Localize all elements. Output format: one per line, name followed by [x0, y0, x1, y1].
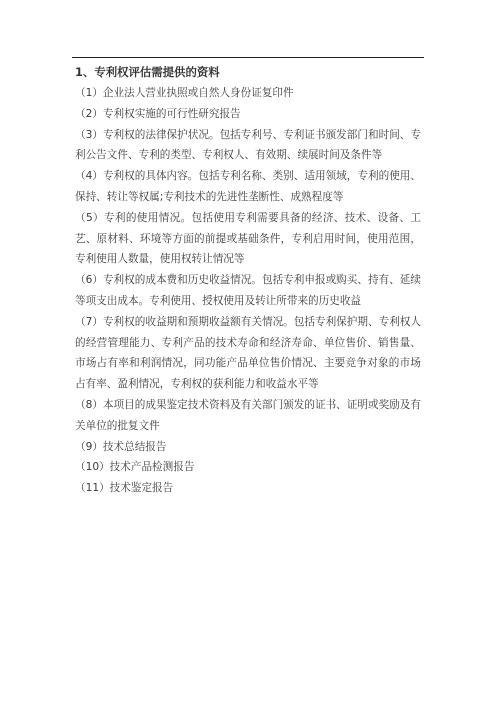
paragraph-11: （11）技术鉴定报告: [75, 482, 174, 495]
paragraph-5: （5）专利的使用情况。包括使用专利需要具备的经济、技术、设备、工艺、原材料、环境等方面的前提或基础条件，专利启用时间，使用范围，专利使用人数量，使用权转让情况等: [75, 211, 421, 266]
paragraph-4: （4）专利权的具体内容。包括专利名称、类别、适用领域，专利的使用、保持、转让等权属;专利技术的先进性垄断性、成熟程度等: [75, 170, 421, 203]
header-divider: [72, 57, 424, 58]
paragraph-1: （1）企业法人营业执照或自然人身份证复印件: [75, 87, 294, 99]
paragraph-8: （8）本项目的成果鉴定技术资料及有关部门颁发的证书、证明或奖励及有关单位的批复文件: [75, 398, 421, 432]
paragraph-6: （6）专利权的成本费和历史收益情况。包括专利申报或购买、持有、延续等项支出成本。专利使用、授权使用及转让所带来的历史收益: [75, 274, 421, 307]
document-body: [75, 62, 421, 499]
paragraph-2: （2）专利权实施的可行性研究报告: [75, 107, 241, 120]
paragraph-7: （7）专利权的收益期和预期收益额有关情况。包括专利保护期、专利权人的经营管理能力、专利产品的技术寿命和经济寿命、单位售价、销售量、市场占有率和利润情况，同功能产品单位售价情况、主要竞争对象的市场占有率、盈利情况，专利权的获利能力和收益水平等: [75, 315, 421, 391]
section-heading: 1、专利权评估需提供的资料: [75, 65, 220, 79]
paragraph-3: （3）专利权的法律保护状况。包括专利号、专利证书颁发部门和时间、专利公告文件、专利的类型、专利权人、有效期、续展时间及条件等: [75, 128, 421, 162]
paragraph-10: （10）技术产品检测报告: [75, 461, 195, 474]
paragraph-9: （9）技术总结报告: [75, 440, 167, 453]
